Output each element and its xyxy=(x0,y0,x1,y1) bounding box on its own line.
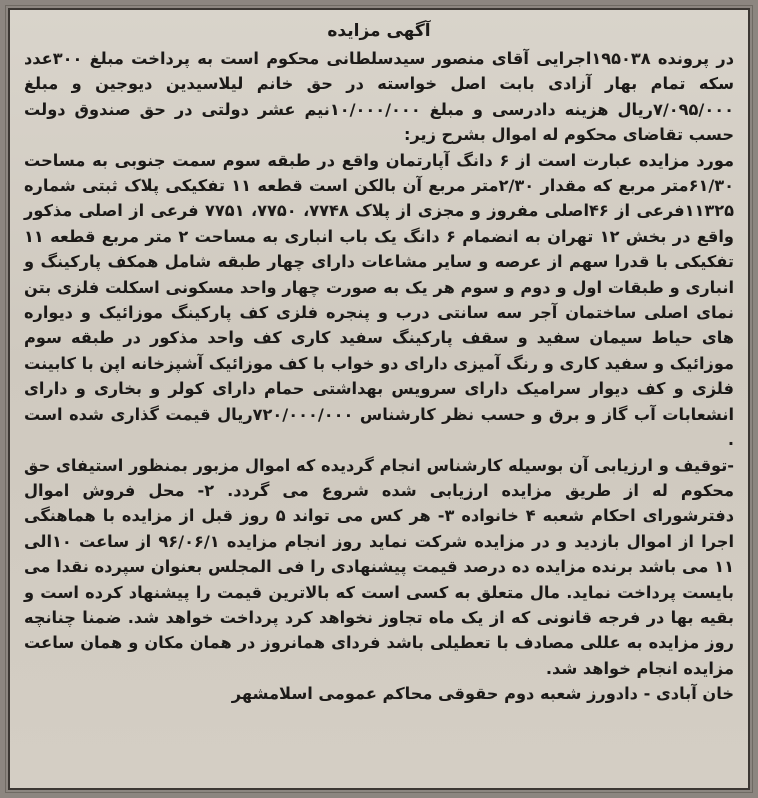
notice-clipping xyxy=(8,8,750,790)
notice-title: آگهی مزایده xyxy=(327,21,431,41)
notice-signature: خان آبادی - دادورز شعبه دوم حقوقی محاکم عمومی اسلامشهر xyxy=(231,684,734,704)
notice-body xyxy=(24,46,734,681)
notice-paragraph-terms: -توقیف و ارزیابی آن بوسیله کارشناس انجام گردیده که اموال مزبور بمنظور استیفای حق محکوم له از طریق مزایده ارزیابی شده شروع می گردد. ۲- محل فروش اموال دفترشورای احکام شعبه ۴ خانواده ۳- هر کس می تواند ۵ روز قبل از مزایده با هماهنگی اجرا از اموال بازدید و در مزایده شرکت نماید روز انجام مزایده ۹۶/۰۶/۱ از ساعت ۱۰الی ۱۱ می باشد برنده مزایده ده درصد قیمت پیشنهادی را فی المجلس بعنوان سپرده نقدا می بایست پرداخت نماید. مال متعلق به کسی است که بالاترین قیمت را پیشنهاد کرده است و بقیه بها در فرجه قانونی که از یک ماه تجاوز نخواهد کرد پرداخت خواهد شد. ضمنا چنانچه روز مزایده به عللی مصادف با تعطیلی باشد فردای همانروز در همان مکان و همان ساعت مزایده انجام خواهد شد. xyxy=(24,455,735,678)
notice-paragraph-property: مورد مزایده عبارت است از ۶ دانگ آپارتمان واقع در طبقه سوم سمت جنوبی به مساحت ۶۱/۳۰متر مربع که مقدار ۲/۳۰متر مربع آن بالکن است قطعه ۱۱ تفکیکی پلاک ثبتی شماره ۱۱۳۲۵فرعی از ۴۶اصلی مفروز و مجزی از پلاک ۷۷۴۸، ۷۷۵۰، ۷۷۵۱ فرعی از اصلی مذکور واقع در بخش ۱۲ تهران به انضمام ۶ دانگ یک باب انباری به مساحت ۲ متر مربع قطعه ۱۱ تفکیکی با قدرا سهم از عرصه و سایر مشاعات دارای چهار طبقه شامل همکف پارکینگ و انباری و طبقات اول و دوم و سوم هر یک به صورت چهار واحد مسکونی اسکلت فلزی بتن نمای اصلی ساختمان آجر سه سانتی درب و پنجره فلزی کف پارکینگ موزائیک و دیواره های حیاط سیمان سفید و سقف پارکینگ سفید کاری کف واحد مذکور در طبقه سوم موزائیک و سفید کاری و رنگ آمیزی دارای دو خواب با کف موزائیک آشپزخانه اپن با کابینت فلزی و کف دیوار سرامیک دارای سرویس بهداشتی حمام دارای کولر و بخاری و دارای انشعابات آب گاز و برق و حسب نظر کارشناس ۷۲۰/۰۰۰/۰۰۰ریال قیمت گذاری شده است . xyxy=(24,150,734,450)
notice-paragraph-debt: در پرونده ۱۹۵۰۳۸اجرایی آقای منصور سیدسلطانی محکوم است به پرداخت مبلغ ۳۰۰عدد سکه تمام بهار آزادی بابت اصل خواسته در حق خانم لیلاسیدین دیوجین و مبلغ ۷/۰۹۵/۰۰۰ریال هزینه دادرسی و مبلغ ۱۰/۰۰۰/۰۰۰نیم عشر دولتی در حق صندوق دولت حسب تقاضای محکوم له اموال بشرح زیر: xyxy=(24,49,735,145)
